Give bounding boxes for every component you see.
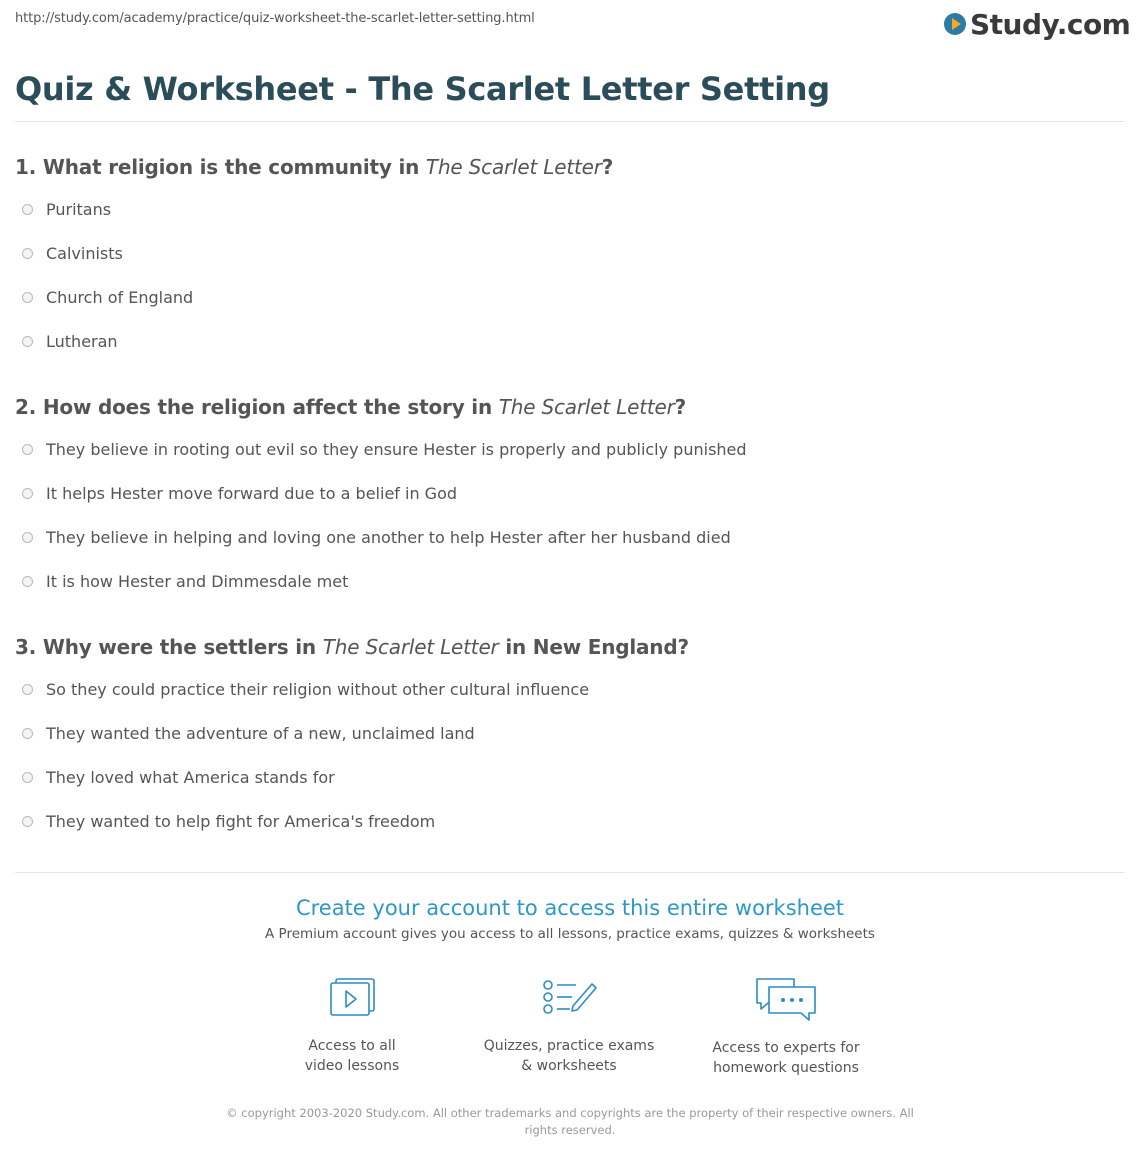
answer-option[interactable]	[22, 680, 589, 699]
feature-label: homework questions	[713, 1060, 859, 1076]
quiz-checklist-icon	[540, 976, 598, 1022]
feature-experts	[691, 976, 881, 1078]
question-book-title: The Scarlet Letter	[498, 395, 675, 419]
cta-subtitle: A Premium account gives you access to all lessons, practice exams, quizzes & worksheets	[265, 926, 875, 942]
study-logo[interactable]	[944, 6, 1130, 42]
feature-label: Quizzes, practice exams	[483, 1038, 655, 1054]
divider	[15, 121, 1125, 122]
question-suffix: in New England?	[498, 635, 689, 659]
feature-label: video lessons	[304, 1058, 400, 1074]
radio-button[interactable]	[22, 248, 33, 259]
answer-option[interactable]	[22, 484, 457, 503]
page-url: http://study.com/academy/practice/quiz-worksheet-the-scarlet-letter-setting.html	[15, 11, 535, 26]
radio-button[interactable]	[22, 204, 33, 215]
answer-option[interactable]	[22, 332, 118, 351]
radio-button[interactable]	[22, 684, 33, 695]
question-text: 2. How does the religion affect the story in	[15, 395, 499, 419]
radio-button[interactable]	[22, 576, 33, 587]
answer-text: Church of England	[46, 288, 194, 307]
feature-label: Access to all	[308, 1038, 396, 1054]
question-suffix: ?	[601, 155, 614, 179]
copyright: © copyright 2003-2020 Study.com. All other trademarks and copyrights are the property of their respective owners. All rights reserved.	[226, 1106, 914, 1137]
answer-option[interactable]	[22, 288, 193, 307]
answer-text: They believe in helping and loving one another to help Hester after her husband died	[46, 528, 731, 547]
radio-button[interactable]	[22, 816, 33, 827]
radio-button[interactable]	[22, 444, 33, 455]
page-title: Quiz & Worksheet - The Scarlet Letter Setting	[15, 70, 830, 108]
answer-text: Calvinists	[46, 244, 123, 263]
answer-text: So they could practice their religion without other cultural influence	[46, 680, 590, 699]
create-account-link[interactable]: Create your account to access this entire worksheet	[295, 896, 845, 920]
answer-option[interactable]	[22, 572, 348, 591]
radio-button[interactable]	[22, 336, 33, 347]
feature-label: & worksheets	[521, 1058, 617, 1074]
video-lessons-icon	[325, 976, 379, 1022]
answer-text: It is how Hester and Dimmesdale met	[46, 572, 349, 591]
answer-text: Lutheran	[46, 332, 118, 351]
play-logo-icon	[944, 13, 966, 35]
answer-option[interactable]	[22, 768, 335, 787]
feature-quizzes	[474, 976, 664, 1076]
answer-option[interactable]	[22, 812, 435, 831]
question-suffix: ?	[674, 395, 687, 419]
logo-text: Study.com	[970, 7, 1131, 41]
answer-text: They wanted the adventure of a new, unclaimed land	[46, 724, 475, 743]
answer-text: It helps Hester move forward due to a belief in God	[46, 484, 458, 503]
question-book-title: The Scarlet Letter	[322, 635, 499, 659]
radio-button[interactable]	[22, 532, 33, 543]
answer-text: Puritans	[46, 200, 112, 219]
radio-button[interactable]	[22, 488, 33, 499]
answer-text: They loved what America stands for	[46, 768, 335, 787]
question-text: 1. What religion is the community in	[15, 155, 426, 179]
answer-text: They wanted to help fight for America's freedom	[46, 812, 436, 831]
radio-button[interactable]	[22, 292, 33, 303]
chat-bubbles-icon	[754, 976, 818, 1024]
answer-text: They believe in rooting out evil so they ensure Hester is properly and publicly punished	[46, 440, 747, 459]
answer-option[interactable]	[22, 724, 475, 743]
divider	[15, 872, 1125, 873]
question-text: 3. Why were the settlers in	[15, 635, 323, 659]
answer-option[interactable]	[22, 528, 731, 547]
question-book-title: The Scarlet Letter	[425, 155, 602, 179]
feature-video-lessons	[257, 976, 447, 1076]
question-2	[15, 395, 686, 419]
question-3	[15, 635, 689, 659]
radio-button[interactable]	[22, 728, 33, 739]
answer-option[interactable]	[22, 200, 111, 219]
question-1	[15, 155, 613, 179]
answer-option[interactable]	[22, 440, 747, 459]
radio-button[interactable]	[22, 772, 33, 783]
feature-label: Access to experts for	[712, 1040, 860, 1056]
answer-option[interactable]	[22, 244, 123, 263]
